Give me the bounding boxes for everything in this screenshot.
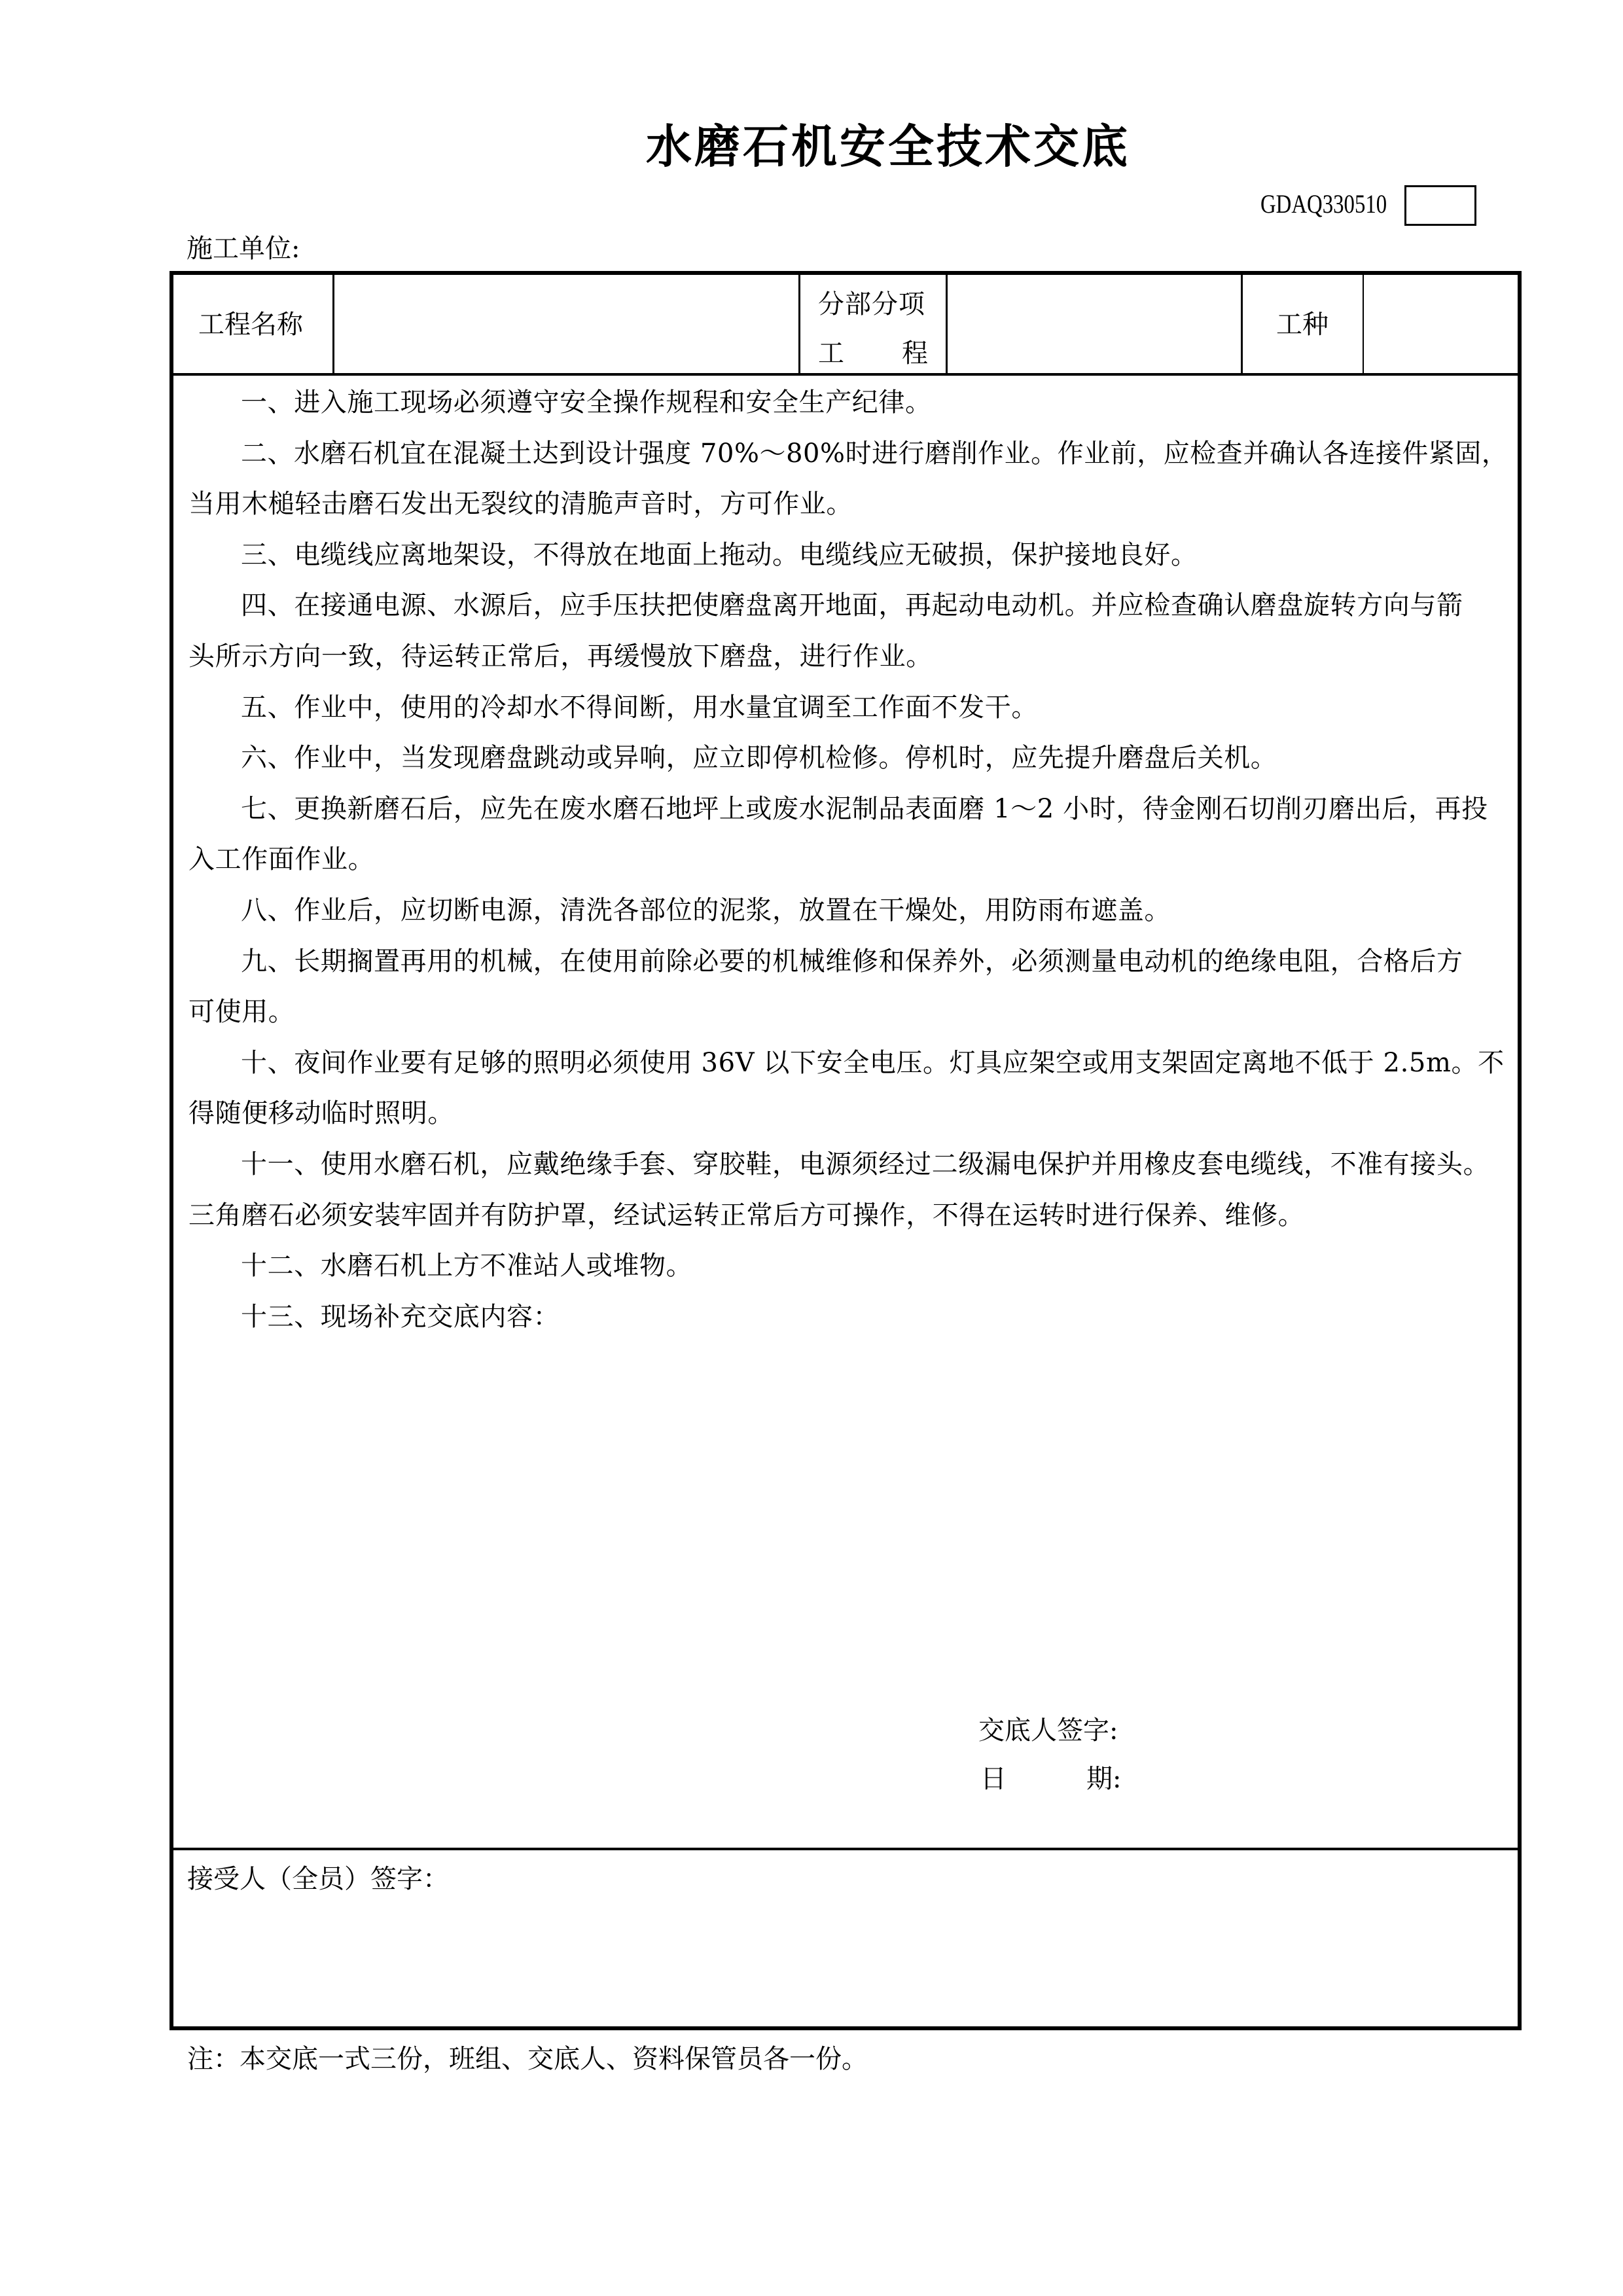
content-line: 一、进入施工现场必须遵守安全操作规程和安全生产纪律。	[241, 387, 932, 418]
content-line: 四、在接通电源、水源后，应手压扶把使磨盘离开地面，再起动电动机。并应检查确认磨盘旋转方向与箭	[241, 590, 1463, 621]
content-line: 二、水磨石机宜在混凝土达到设计强度 70%～80%时进行磨削作业。作业前，应检查并确认各连接件紧固，	[241, 438, 1508, 469]
document-code: GDAQ330510	[1260, 189, 1387, 219]
sub-project-label-line2-right: 程	[902, 338, 928, 368]
date-label-right: 期:	[1086, 1764, 1122, 1794]
footer-note: 注：本交底一式三份，班组、交底人、资料保管员各一份。	[187, 2044, 868, 2074]
discloser-signature-label: 交底人签字:	[978, 1715, 1118, 1746]
content-line: 五、作业中，使用的冷却水不得间断，用水量宜调至工作面不发干。	[241, 692, 1038, 723]
date-label-left: 日	[980, 1764, 1007, 1794]
content-line: 当用木槌轻击磨石发出无裂纹的清脆声音时，方可作业。	[188, 489, 853, 520]
content-line: 头所示方向一致，待运转正常后，再缓慢放下磨盘，进行作业。	[188, 641, 933, 672]
column-divider	[946, 274, 948, 374]
content-line: 入工作面作业。	[188, 844, 375, 875]
content-line: 十一、使用水磨石机，应戴绝缘手套、穿胶鞋，电源须经过二级漏电保护并用橡皮套电缆线，不准有接头。	[241, 1149, 1490, 1179]
document-title: 水磨石机安全技术交底	[646, 120, 1130, 173]
receiver-row-divider	[171, 1848, 1518, 1850]
content-line: 三、电缆线应离地架设，不得放在地面上拖动。电缆线应无破损，保护接地良好。	[241, 539, 1198, 570]
sub-project-label-line2-left: 工	[818, 338, 844, 368]
content-line: 可使用。	[188, 997, 295, 1028]
sub-project-field[interactable]	[948, 275, 1240, 372]
content-line: 七、更换新磨石后，应先在废水磨石地坪上或废水泥制品表面磨 1～2 小时，待金刚石切削刃磨出后，再投	[241, 793, 1488, 824]
receiver-signature-label: 接受人（全员）签字：	[187, 1864, 449, 1894]
sub-project-label-line1: 分部分项	[818, 289, 925, 319]
column-divider	[1363, 274, 1364, 374]
construction-unit-label: 施工单位:	[187, 234, 300, 264]
column-divider	[798, 274, 800, 374]
content-line: 十二、水磨石机上方不准站人或堆物。	[241, 1251, 693, 1282]
content-line: 八、作业后，应切断电源，清洗各部位的泥浆，放置在干燥处，用防雨布遮盖。	[241, 895, 1171, 925]
project-name-field[interactable]	[335, 275, 797, 372]
column-divider	[332, 274, 334, 374]
document-code-suffix-box[interactable]	[1404, 185, 1476, 226]
content-line: 得随便移动临时照明。	[188, 1098, 454, 1129]
content-line: 六、作业中，当发现磨盘跳动或异响，应立即停机检修。停机时，应先提升磨盘后关机。	[241, 743, 1277, 774]
content-line: 十、夜间作业要有足够的照明必须使用 36V 以下安全电压。灯具应架空或用支架固定离地不低于 2.5m。不	[241, 1047, 1505, 1078]
content-line: 九、长期搁置再用的机械，在使用前除必要的机械维修和保养外，必须测量电动机的绝缘电阻，合格后方	[241, 946, 1463, 977]
content-line: 三角磨石必须安装牢固并有防护罩，经试运转正常后方可操作，不得在运转时进行保养、维修。	[188, 1200, 1305, 1230]
column-divider	[1241, 274, 1243, 374]
receiver-signature-area[interactable]	[173, 1898, 1515, 2022]
work-type-label: 工种	[1276, 310, 1329, 340]
work-type-field[interactable]	[1365, 275, 1517, 372]
content-line: 十三、现场补充交底内容：	[241, 1301, 560, 1332]
project-name-label: 工程名称	[198, 310, 303, 340]
header-row-divider	[171, 373, 1518, 376]
